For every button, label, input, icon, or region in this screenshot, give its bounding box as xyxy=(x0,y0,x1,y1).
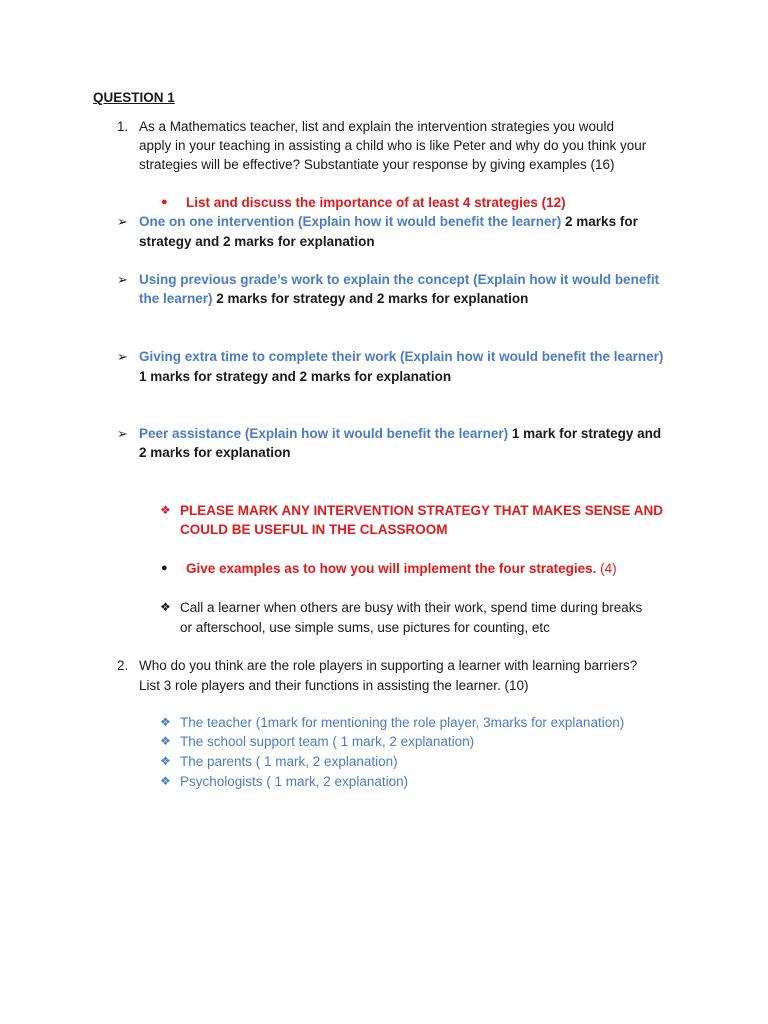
diamond-bullet-icon: ❖ xyxy=(160,715,171,729)
please-mark-line-1: PLEASE MARK ANY INTERVENTION STRATEGY THAT MAKES SENSE AND xyxy=(180,503,664,518)
q1-text-line-1: As a Mathematics teacher, list and explain the intervention strategies you would xyxy=(139,119,615,134)
bullet-icon: ● xyxy=(161,196,168,208)
role-player-item: The teacher (1mark for mentioning the role player, 3marks for explanation) xyxy=(180,715,625,730)
examples-answer-line-2: or afterschool, use simple sums, use pictures for counting, etc xyxy=(180,620,550,635)
strategy-4-line-2: 2 marks for explanation xyxy=(139,445,291,460)
q2-text-line-2: List 3 role players and their functions in assisting the learner. (10) xyxy=(139,678,529,693)
strategy-4-line-1: Peer assistance (Explain how it would benefit the learner) 1 mark for strategy and xyxy=(139,426,662,441)
arrow-bullet-icon: ➢ xyxy=(117,349,128,364)
strategy-3-line-2: 1 marks for strategy and 2 marks for explanation xyxy=(139,369,452,384)
diamond-bullet-icon: ❖ xyxy=(160,754,171,768)
arrow-bullet-icon: ➢ xyxy=(117,426,128,441)
examples-answer-line-1: Call a learner when others are busy with their work, spend time during breaks xyxy=(180,600,643,615)
strategy-2-line-1: Using previous grade’s work to explain the concept (Explain how it would benefit xyxy=(139,272,660,287)
arrow-bullet-icon: ➢ xyxy=(117,272,128,287)
q1-text-line-2: apply in your teaching in assisting a child who is like Peter and why do you think your xyxy=(139,138,647,153)
please-mark-line-2: COULD BE USEFUL IN THE CLASSROOM xyxy=(180,522,448,537)
q2-number: 2. xyxy=(117,658,129,673)
diamond-bullet-icon: ❖ xyxy=(160,600,171,614)
diamond-bullet-icon: ❖ xyxy=(160,734,171,748)
strategy-1-line-1: One on one intervention (Explain how it would benefit the learner) 2 marks for xyxy=(139,214,638,229)
question-heading: QUESTION 1 xyxy=(93,90,175,105)
bullet-icon: ● xyxy=(161,562,168,574)
role-player-item: Psychologists ( 1 mark, 2 explanation) xyxy=(180,774,409,789)
strategy-1-line-2: strategy and 2 marks for explanation xyxy=(139,234,375,249)
examples-heading: Give examples as to how you will implement the four strategies. (4) xyxy=(186,561,617,576)
diamond-bullet-icon: ❖ xyxy=(160,503,171,517)
diamond-bullet-icon: ❖ xyxy=(160,774,171,788)
role-player-item: The parents ( 1 mark, 2 explanation) xyxy=(180,754,398,769)
q2-text-line-1: Who do you think are the role players in supporting a learner with learning barriers? xyxy=(139,658,638,673)
role-player-item: The school support team ( 1 mark, 2 explanation) xyxy=(180,734,475,749)
strategy-3-line-1: Giving extra time to complete their work (Explain how it would benefit the learner) xyxy=(139,349,664,364)
strategies-list-heading: List and discuss the importance of at least 4 strategies (12) xyxy=(186,195,566,210)
strategy-2-line-2: the learner) 2 marks for strategy and 2 marks for explanation xyxy=(139,291,529,306)
arrow-bullet-icon: ➢ xyxy=(117,214,128,229)
q1-text-line-3: strategies will be effective? Substantiate your response by giving examples (16) xyxy=(139,157,615,172)
q1-number: 1. xyxy=(117,119,129,134)
